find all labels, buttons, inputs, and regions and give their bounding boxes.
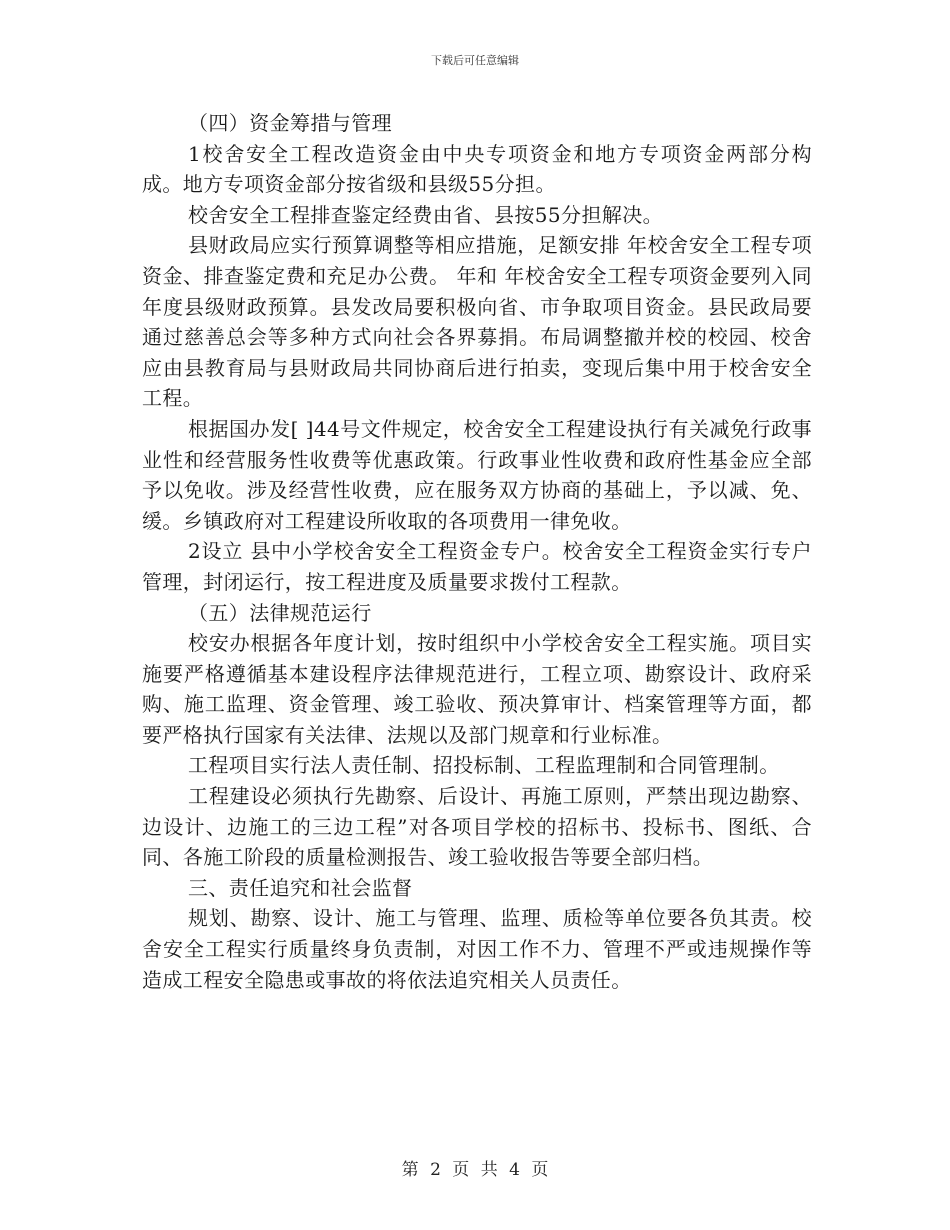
paragraph: 1校舍安全工程改造资金由中央专项资金和地方专项资金两部分构成。地方专项资金部分按省级和县级55分担。 (142, 141, 812, 197)
section-heading-funding: （四）资金筹措与管理 (188, 111, 392, 135)
page-footer: 第 2 页 共 4 页 (401, 1160, 549, 1180)
paragraph: 规划、勘察、设计、施工与管理、监理、质检等单位要各负其责。校舍安全工程实行质量终身负责制，对因工作不力、管理不严或违规操作等造成工程安全隐患或事故的将依法追究相关人员责任。 (142, 906, 812, 992)
paragraph: 工程项目实行法人责任制、招投标制、工程监理制和合同管理制。 (188, 753, 780, 778)
document-body (142, 108, 812, 995)
section-heading-accountability: 三、责任追究和社会监督 (188, 875, 413, 900)
paragraph: 校舍安全工程排查鉴定经费由省、县按55分担解决。 (188, 202, 664, 227)
paragraph: 校安办根据各年度计划，按时组织中小学校舍安全工程实施。项目实施要严格遵循基本建设程序法律规范进行，工程立项、勘察设计、政府采购、施工监理、资金管理、竣工验收、预决算审计、档案管理等方面，都要严格执行国家有关法律、法规以及部门规章和行业标准。 (142, 631, 812, 747)
page-header: 下载后可任意编辑 (431, 54, 519, 67)
paragraph: 工程建设必须执行先勘察、后设计、再施工原则，严禁出现边勘察、边设计、边施工的三边工程”对各项目学校的招标书、投标书、图纸、合同、各施工阶段的质量检测报告、竣工验收报告等要全部归档。 (142, 784, 812, 870)
paragraph: 县财政局应实行预算调整等相应措施，足额安排 年校舍安全工程专项资金、排查鉴定费和充足办公费。 年和 年校舍安全工程专项资金要列入同年度县级财政预算。县发改局要积极向省、市争取项目资金。县民政局要通过慈善总会等多种方式向社会各界募捐。布局调整撤并校的校园、校舍应由县教育局与县财政局共同协商后进行拍卖，变现后集中用于校舍安全工程。 (142, 233, 812, 411)
paragraph: 2设立 县中小学校舍安全工程资金专户。校舍安全工程资金实行专户管理，封闭运行，按工程进度及质量要求拨付工程款。 (142, 539, 812, 594)
paragraph: 根据国办发[ ]44号文件规定，校舍安全工程建设执行有关减免行政事业性和经营服务性收费等优惠政策。行政事业性收费和政府性基金应全部予以免收。涉及经营性收费，应在服务双方协商的基础上，予以减、免、缓。乡镇政府对工程建设所收取的各项费用一律免收。 (142, 416, 812, 533)
section-heading-legal: （五）法律规范运行 (188, 600, 372, 625)
